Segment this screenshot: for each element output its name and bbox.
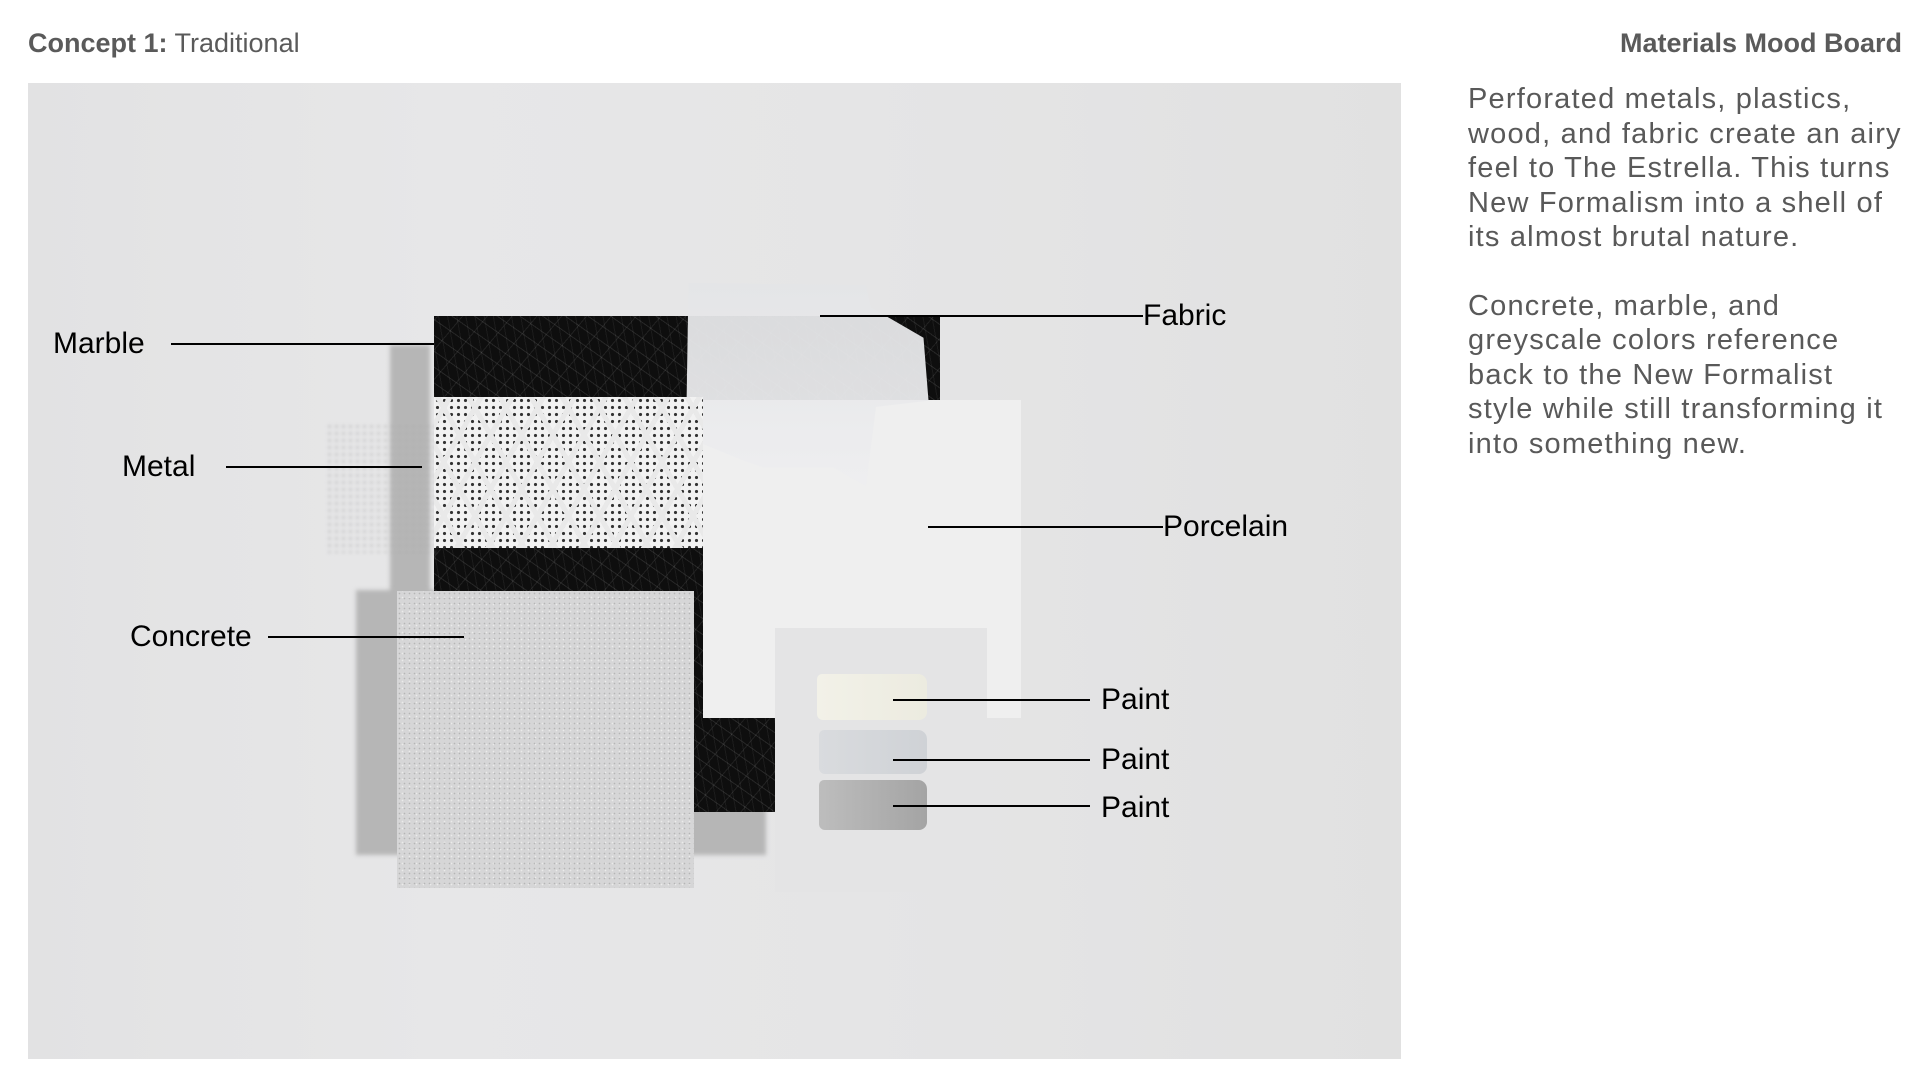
- label-paint-1: Paint: [1101, 683, 1170, 716]
- concept-prefix: Concept 1:: [28, 28, 168, 58]
- paint-swatch-1: [817, 674, 927, 720]
- leader-metal: [226, 466, 422, 468]
- leader-porcelain: [928, 526, 1163, 528]
- description-paragraph-1: Perforated metals, plastics, wood, and fabric create an airy feel to The Estrella. This turns New Formalism into a shell of its almost brutal nature.: [1468, 83, 1902, 253]
- metal-sample: [434, 397, 703, 548]
- leader-paint-3: [893, 805, 1090, 807]
- leader-marble: [171, 343, 434, 345]
- concept-title: [28, 28, 300, 59]
- label-metal: Metal: [122, 450, 196, 483]
- leader-concrete: [268, 636, 464, 638]
- paint-swatch-2: [819, 730, 927, 774]
- label-fabric: Fabric: [1143, 299, 1227, 332]
- description-paragraph-2: Concrete, marble, and greyscale colors reference back to the New Formalist style while still transforming it into something new.: [1468, 289, 1884, 460]
- leader-paint-1: [893, 699, 1090, 701]
- leader-fabric: [820, 315, 1143, 317]
- label-concrete: Concrete: [130, 620, 252, 653]
- label-paint-3: Paint: [1101, 791, 1170, 824]
- metal-reflection: [326, 423, 436, 553]
- mood-board-image: [28, 83, 1401, 1059]
- label-porcelain: Porcelain: [1163, 510, 1289, 543]
- label-paint-2: Paint: [1101, 743, 1170, 776]
- concept-name: Traditional: [167, 28, 300, 58]
- board-title: Materials Mood Board: [1619, 28, 1902, 58]
- description: [1468, 82, 1908, 495]
- label-marble: Marble: [53, 327, 145, 360]
- leader-paint-2: [893, 759, 1090, 761]
